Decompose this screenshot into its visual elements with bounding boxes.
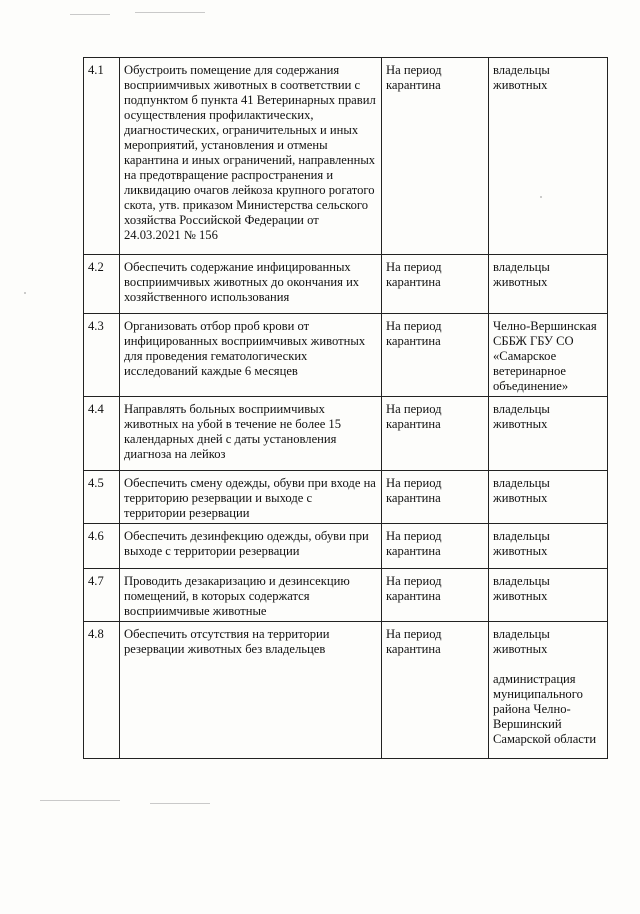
- table-row: [84, 255, 608, 314]
- table-row: [84, 569, 608, 622]
- responsible-text: владельцы животных: [489, 569, 608, 622]
- term-text: На период карантина: [382, 397, 489, 471]
- term-text: На период карантина: [382, 58, 489, 255]
- measure-text: Обеспечить дезинфекцию одежды, обуви при выходе с территории резервации: [120, 524, 382, 569]
- scan-artifact: [40, 800, 120, 801]
- measure-text: Организовать отбор проб крови от инфицированных восприимчивых животных для проведения гематологических исследований каждые 6 месяцев: [120, 314, 382, 397]
- measures-table: [83, 57, 608, 759]
- responsible-text: Челно-Вершинская СББЖ ГБУ СО «Самарское ветеринарное объединение»: [489, 314, 608, 397]
- term-text: На период карантина: [382, 471, 489, 524]
- item-number: 4.2: [84, 255, 120, 314]
- term-text: На период карантина: [382, 524, 489, 569]
- scan-artifact: [150, 803, 210, 804]
- measure-text: Обеспечить отсутствия на территории резервации животных без владельцев: [120, 622, 382, 759]
- term-text: На период карантина: [382, 255, 489, 314]
- term-text: На период карантина: [382, 569, 489, 622]
- responsible-text: владельцы животных: [489, 58, 608, 255]
- measure-text: Направлять больных восприимчивых животных на убой в течение не более 15 календарных дней с даты установления диагноза на лейкоз: [120, 397, 382, 471]
- table-row: [84, 314, 608, 397]
- table-row: [84, 622, 608, 759]
- scan-artifact: [70, 14, 110, 15]
- measure-text: Обеспечить содержание инфицированных восприимчивых животных до окончания их хозяйственного использования: [120, 255, 382, 314]
- measure-text: Обустроить помещение для содержания восприимчивых животных в соответствии с подпунктом б пункта 41 Ветеринарных правил осуществления профилактических, диагностических, ограничительных и иных мероприятий, установления и отмены карантина и иных ограничений, направленных на предотвращение распространения и ликвидацию очагов лейкоза крупного рогатого скота, утв. приказом Министерства сельского хозяйства Российской Федерации от 24.03.2021 № 156: [120, 58, 382, 255]
- item-number: 4.5: [84, 471, 120, 524]
- table-row: [84, 58, 608, 255]
- table-row: [84, 471, 608, 524]
- responsible-text: владельцы животных: [489, 471, 608, 524]
- measure-text: Проводить дезакаризацию и дезинсекцию помещений, в которых содержатся восприимчивые животные: [120, 569, 382, 622]
- item-number: 4.3: [84, 314, 120, 397]
- scan-artifact: [24, 292, 26, 294]
- item-number: 4.8: [84, 622, 120, 759]
- responsible-text: владельцы животных: [489, 397, 608, 471]
- item-number: 4.4: [84, 397, 120, 471]
- item-number: 4.7: [84, 569, 120, 622]
- responsible-text: владельцы животных администрация муниципального района Челно-Вершинский Самарской области: [489, 622, 608, 759]
- scan-artifact: [135, 12, 205, 13]
- table-row: [84, 397, 608, 471]
- item-number: 4.6: [84, 524, 120, 569]
- responsible-text: владельцы животных: [489, 255, 608, 314]
- measure-text: Обеспечить смену одежды, обуви при входе на территорию резервации и выходе с территории резервации: [120, 471, 382, 524]
- item-number: 4.1: [84, 58, 120, 255]
- term-text: На период карантина: [382, 314, 489, 397]
- responsible-text: владельцы животных: [489, 524, 608, 569]
- table-row: [84, 524, 608, 569]
- term-text: На период карантина: [382, 622, 489, 759]
